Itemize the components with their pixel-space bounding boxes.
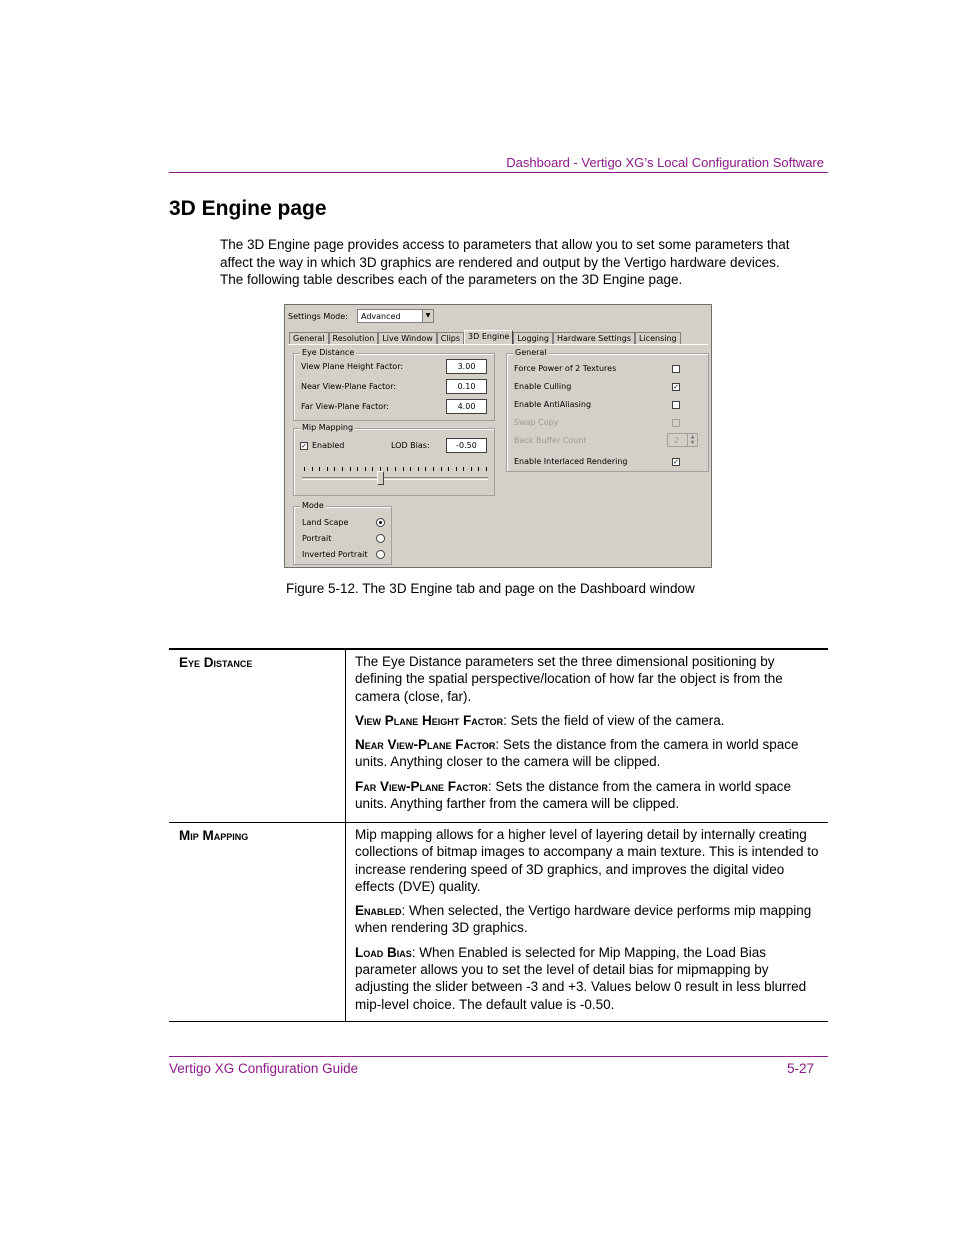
slider-tick xyxy=(448,467,449,471)
enable-culling-label: Enable Culling xyxy=(514,382,572,391)
slider-tick xyxy=(327,467,328,471)
near-plane-input[interactable]: 0.10 xyxy=(446,379,487,394)
slider-tick xyxy=(418,467,419,471)
tab-strip xyxy=(289,331,681,344)
far-plane-input[interactable]: 4.00 xyxy=(446,399,487,414)
row-item xyxy=(355,944,821,1013)
enable-culling-checkbox[interactable] xyxy=(672,383,680,391)
slider-tick xyxy=(395,467,396,471)
slider-tick xyxy=(387,467,388,471)
table-column-divider xyxy=(345,648,346,1022)
slider-tick xyxy=(410,467,411,471)
near-plane-label: Near View-Plane Factor: xyxy=(301,382,397,391)
check-icon: ✓ xyxy=(673,458,679,466)
mip-enabled-checkbox[interactable] xyxy=(300,442,308,450)
mode-title: Mode xyxy=(302,501,324,510)
item-name: View Plane Height Factor xyxy=(355,712,504,728)
item-text: : When selected, the Vertigo hardware device performs mip mapping when rendering 3D graphics. xyxy=(355,903,812,936)
term-mip-mapping: Mip Mapping xyxy=(179,828,249,843)
interlaced-label: Enable Interlaced Rendering xyxy=(514,457,628,466)
eye-distance-group xyxy=(293,348,495,421)
slider-tick xyxy=(456,467,457,471)
back-buffer-label: Back Buffer Count xyxy=(514,436,587,445)
chevron-down-icon: ▼ xyxy=(422,310,433,322)
lod-slider-thumb[interactable] xyxy=(377,471,384,485)
settings-mode-value: Advanced xyxy=(361,312,401,321)
slider-tick xyxy=(441,467,442,471)
swap-copy-label: Swap Copy xyxy=(514,418,559,427)
slider-tick xyxy=(350,467,351,471)
force-pow2-label: Force Power of 2 Textures xyxy=(514,364,617,373)
view-plane-input[interactable]: 3.00 xyxy=(446,359,487,374)
spinner-arrows-icon: ▲ ▼ xyxy=(687,434,697,446)
settings-mode-label: Settings Mode: xyxy=(288,312,348,321)
item-name: Far View-Plane Factor xyxy=(355,778,488,794)
mode-inverted-portrait-label: Inverted Portrait xyxy=(302,550,368,559)
header-rule xyxy=(169,172,828,173)
far-plane-label: Far View-Plane Factor: xyxy=(301,402,389,411)
radio-selected-dot xyxy=(379,521,382,524)
tab-hardware-settings[interactable]: Hardware Settings xyxy=(553,332,635,344)
tab-logging[interactable]: Logging xyxy=(513,332,553,344)
back-buffer-spinner xyxy=(667,433,698,447)
check-icon: ✓ xyxy=(673,383,679,391)
swap-copy-checkbox xyxy=(672,419,680,427)
interlaced-checkbox[interactable] xyxy=(672,458,680,466)
item-text: : Sets the field of view of the camera. xyxy=(503,712,725,728)
row-item xyxy=(355,736,821,771)
mip-mapping-group xyxy=(293,423,495,496)
mode-inverted-portrait-radio[interactable] xyxy=(376,550,385,559)
slider-tick xyxy=(478,467,479,471)
table-top-rule xyxy=(169,648,828,650)
mode-group xyxy=(293,501,392,565)
running-header: Dashboard - Vertigo XG’s Local Configuration Software xyxy=(506,155,824,170)
mode-landscape-radio[interactable] xyxy=(376,518,385,527)
footer-guide-title: Vertigo XG Configuration Guide xyxy=(169,1061,359,1076)
slider-tick xyxy=(372,467,373,471)
general-title: General xyxy=(515,348,547,357)
view-plane-label: View Plane Height Factor: xyxy=(301,362,404,371)
lod-slider-track[interactable] xyxy=(302,477,488,480)
footer-page-number: 5-27 xyxy=(786,1061,814,1076)
table-row xyxy=(355,653,821,819)
mode-landscape-label: Land Scape xyxy=(302,518,349,527)
row-intro: The Eye Distance parameters set the three dimensional positioning by defining the spatial perspective/location of how far the object is from the camera (close, far). xyxy=(355,654,783,704)
tab-clips[interactable]: Clips xyxy=(437,332,464,344)
row-intro: Mip mapping allows for a higher level of layering detail by internally creating collections of bitmap images to accompany a main texture. This is intended to increase rendering speed of 3D graphics, and improves the digital video effects (DVE) quality. xyxy=(355,827,819,894)
tab-general[interactable]: General xyxy=(289,332,329,344)
settings-mode-select[interactable] xyxy=(357,309,434,323)
check-icon: ✓ xyxy=(301,442,307,450)
table-row-rule xyxy=(169,822,828,823)
lod-bias-input[interactable]: -0.50 xyxy=(446,438,487,453)
table-row xyxy=(355,826,821,1020)
slider-tick xyxy=(463,467,464,471)
slider-tick xyxy=(425,467,426,471)
tab-licensing[interactable]: Licensing xyxy=(635,332,681,344)
row-item xyxy=(355,902,821,937)
table-bottom-rule xyxy=(169,1021,828,1022)
slider-tick xyxy=(471,467,472,471)
item-text: : Sets the distance from the camera in world space units. Anything closer to the camera will be clipped. xyxy=(355,737,799,770)
slider-tick xyxy=(319,467,320,471)
slider-tick xyxy=(357,467,358,471)
slider-tick xyxy=(365,467,366,471)
item-name: Near View-Plane Factor xyxy=(355,737,496,753)
footer-rule xyxy=(169,1056,828,1057)
back-buffer-value: 2 xyxy=(674,436,680,445)
slider-tick xyxy=(312,467,313,471)
row-item xyxy=(355,778,821,813)
dashboard-dialog-screenshot xyxy=(284,304,712,568)
page-title: 3D Engine page xyxy=(169,197,327,220)
tab-panel-edge xyxy=(288,344,708,345)
general-group xyxy=(506,348,709,472)
force-pow2-checkbox[interactable] xyxy=(672,365,680,373)
slider-tick xyxy=(342,467,343,471)
mip-mapping-title: Mip Mapping xyxy=(302,423,354,432)
mode-portrait-radio[interactable] xyxy=(376,534,385,543)
item-name: Enabled xyxy=(355,903,402,919)
row-item xyxy=(355,712,821,729)
slider-tick xyxy=(486,467,487,471)
lod-slider-ticks xyxy=(304,467,486,471)
mip-enabled-label: Enabled xyxy=(312,441,345,450)
tab-3d-engine[interactable]: 3D Engine xyxy=(464,330,513,344)
tab-resolution[interactable]: Resolution xyxy=(329,332,379,344)
slider-tick xyxy=(334,467,335,471)
enable-aa-checkbox[interactable] xyxy=(672,401,680,409)
eye-distance-title: Eye Distance xyxy=(302,348,355,357)
slider-tick xyxy=(304,467,305,471)
slider-tick xyxy=(433,467,434,471)
term-eye-distance: Eye Distance xyxy=(179,655,253,670)
enable-aa-label: Enable AntiAliasing xyxy=(514,400,592,409)
lod-bias-label: LOD Bias: xyxy=(391,441,430,450)
figure-caption: Figure 5-12. The 3D Engine tab and page on the Dashboard window xyxy=(286,581,695,596)
item-name: Load Bias xyxy=(355,944,412,960)
intro-paragraph: The 3D Engine page provides access to parameters that allow you to set some parameters that affect the way in which 3D graphics are rendered and output by the Vertigo hardware devices. The following table describes each of the parameters on the 3D Engine page. xyxy=(220,237,790,287)
mode-portrait-label: Portrait xyxy=(302,534,332,543)
item-text: : Sets the distance from the camera in world space units. Anything farther from the camera will be clipped. xyxy=(355,778,791,812)
item-text: : When Enabled is selected for Mip Mapping, the Load Bias parameter allows you to set the level of detail bias for mipmapping by adjusting the slider between -3 and +3. Values below 0 result in less blurred mip-level choice. The default value is -0.50. xyxy=(355,944,807,1012)
slider-tick xyxy=(403,467,404,471)
tab-live-window[interactable]: Live Window xyxy=(378,332,436,344)
